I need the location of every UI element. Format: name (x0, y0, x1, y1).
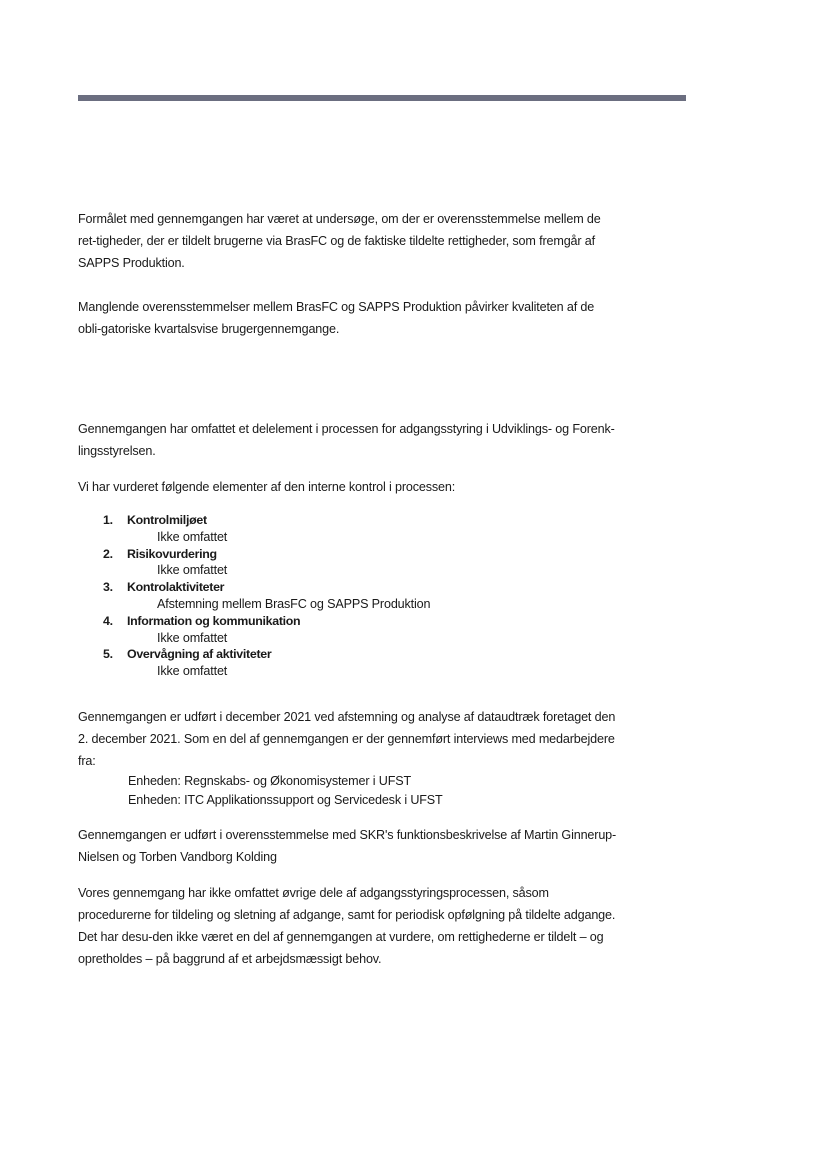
exclusions-paragraph: Vores gennemgang har ikke omfattet øvrige dele af adgangsstyringsprocessen, såsom procedurerne for tildeling og sletning af adgange, samt for periodisk opfølgning på tildelte adgange. Det har desu-den ikke været en del af gennemgangen at vurdere, om rettighederne er tildelt – og opretholdes – på baggrund af et arbejdsmæssigt behov. (78, 885, 616, 966)
list-item (78, 512, 618, 546)
element-title: Overvågning af aktiviteter (127, 647, 272, 662)
element-title: Information og kommunikation (127, 613, 301, 628)
element-number: 1. (103, 513, 113, 527)
element-status: Ikke omfattet (157, 664, 228, 679)
header-rule (78, 95, 686, 101)
compliance-paragraph: Gennemgangen er udført i overensstemmelse med SKR's funktionsbeskrivelse af Martin Ginnerup-Nielsen og Torben Vandborg Kolding (78, 827, 617, 864)
list-item (78, 646, 618, 680)
list-item (78, 613, 618, 647)
element-number: 5. (103, 647, 113, 662)
performed-paragraph: Gennemgangen er udført i december 2021 ved afstemning og analyse af dataudtræk foretaget den 2. december 2021. Som en del af gennemgangen er der gennemført interviews med medarbejdere fra: (78, 709, 616, 768)
element-status: Ikke omfattet (157, 563, 228, 578)
element-title: Kontrolaktiviteter (127, 580, 225, 595)
element-status: Ikke omfattet (157, 529, 228, 544)
elements-intro: Vi har vurderet følgende elementer af den interne kontrol i processen: (78, 480, 456, 494)
document-body (78, 208, 618, 970)
element-number: 4. (103, 613, 113, 628)
element-number: 2. (103, 546, 113, 561)
element-title: Kontrolmiljøet (127, 513, 207, 527)
element-number: 3. (103, 580, 113, 595)
interviewed-units (78, 772, 618, 810)
list-item (78, 579, 618, 613)
list-item (78, 546, 618, 580)
element-status: Ikke omfattet (157, 630, 228, 645)
mismatch-paragraph: Manglende overensstemmelser mellem BrasFC og SAPPS Produktion påvirker kvaliteten af de obli-gatoriske kvartalsvise brugergennemgange. (78, 300, 595, 336)
control-elements-list (78, 512, 618, 680)
unit-item: Enheden: Regnskabs- og Økonomisystemer i UFST (128, 773, 412, 788)
unit-item: Enheden: ITC Applikationssupport og Servicedesk i UFST (128, 792, 443, 807)
purpose-paragraph: Formålet med gennemgangen har været at undersøge, om der er overensstemmelse mellem de ret-tigheder, der er tildelt brugerne via BrasFC og de faktiske tildelte rettigheder, som fremgår af SAPPS Produktion. (78, 212, 601, 270)
element-status: Afstemning mellem BrasFC og SAPPS Produktion (157, 596, 431, 611)
element-title: Risikovurdering (127, 546, 217, 561)
scope-paragraph: Gennemgangen har omfattet et delelement i processen for adgangsstyring i Udviklings- og Forenk-lingsstyrelsen. (78, 422, 615, 458)
